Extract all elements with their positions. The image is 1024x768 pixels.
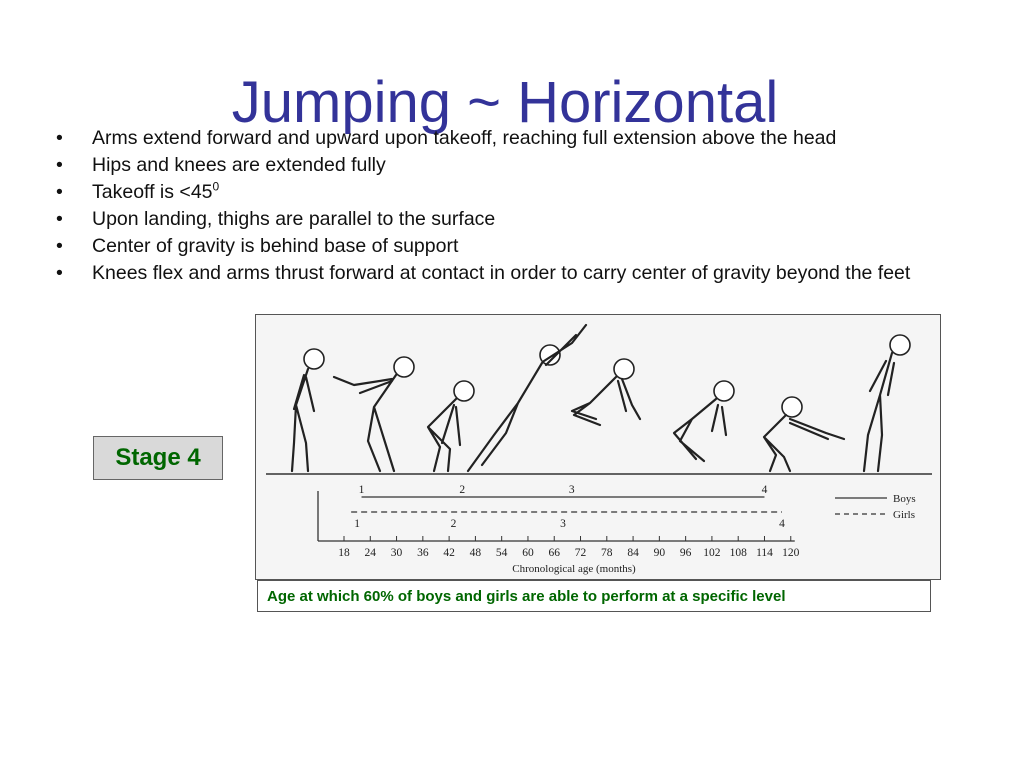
age-tick-label-90: 90 <box>653 547 666 559</box>
jumper-body <box>334 375 396 471</box>
bullet-takeoff: • Takeoff is $<45^0$ <box>54 182 984 203</box>
jumper-body <box>428 399 460 471</box>
jumper-figure-8 <box>864 335 910 471</box>
bullet-arms-extend: • Arms extend forward and upward upon takeoff, reaching full extension above the head <box>54 128 984 149</box>
age-tick-label-114: 114 <box>756 547 773 559</box>
jumper-head <box>782 397 802 417</box>
slide-title: Jumping ~ Horizontal <box>231 69 779 135</box>
age-tick-label-36: 36 <box>417 547 429 559</box>
jumper-figure-5 <box>572 359 640 425</box>
degree-superscript: 0 <box>212 179 220 194</box>
development-chart <box>318 484 800 559</box>
axis-label: Chronological age (months) <box>512 563 636 575</box>
age-tick-label-18: 18 <box>338 547 350 559</box>
age-tick-label-30: 30 <box>390 547 403 559</box>
jumper-head <box>614 359 634 379</box>
boys-stage-4: 4 <box>761 484 768 496</box>
bullet-center-gravity: • Center of gravity is behind base of support <box>54 236 984 257</box>
age-tick-label-24: 24 <box>364 547 377 559</box>
bullet-landing: • Upon landing, thighs are parallel to the surface <box>54 209 984 230</box>
jumper-head <box>454 381 474 401</box>
age-tick-label-48: 48 <box>469 547 482 559</box>
girls-stage-4: 4 <box>779 518 785 530</box>
jumper-figure-7 <box>764 397 844 471</box>
caption-text: Age at which 60% of boys and girls are able to perform at a specific level <box>267 587 786 605</box>
age-tick-label-102: 102 <box>703 547 721 559</box>
age-tick-label-108: 108 <box>729 547 747 559</box>
bullet-knees-flex: • Knees flex and arms thrust forward at contact in order to carry center of gravity beyond the feet <box>54 263 984 284</box>
jumper-head <box>394 357 414 377</box>
stage-label: Stage 4 <box>115 444 201 471</box>
jumper-figure-1 <box>292 349 324 471</box>
jumper-body <box>468 325 586 471</box>
age-tick-label-60: 60 <box>522 547 534 559</box>
age-tick-label-66: 66 <box>548 547 560 559</box>
age-tick-label-72: 72 <box>574 547 587 559</box>
boys-stage-3: 3 <box>568 484 575 496</box>
jumper-body <box>572 377 640 425</box>
legend-girls-label: Girls <box>893 509 915 521</box>
girls-stage-2: 2 <box>450 518 457 530</box>
jumping-sequence-figures <box>292 325 910 471</box>
girls-stage-1: 1 <box>354 518 361 530</box>
age-tick-label-84: 84 <box>627 547 639 559</box>
jumper-head <box>890 335 910 355</box>
jumper-head <box>304 349 324 369</box>
age-tick-label-78: 78 <box>601 547 613 559</box>
age-tick-label-42: 42 <box>443 547 455 559</box>
jumper-head <box>714 381 734 401</box>
jumper-figure-3 <box>428 381 474 471</box>
legend-boys-label: Boys <box>893 493 916 505</box>
stage-label-box <box>93 436 223 480</box>
jumper-figure-6 <box>674 381 734 461</box>
age-tick-label-96: 96 <box>679 547 692 559</box>
jumper-figure-4 <box>468 325 586 471</box>
bullet-hips-knees: • Hips and knees are extended fully <box>54 155 984 176</box>
age-tick-label-120: 120 <box>782 547 800 559</box>
jumper-body <box>674 399 726 461</box>
jumper-body <box>764 415 844 471</box>
girls-stage-3: 3 <box>560 518 566 530</box>
boys-stage-2: 2 <box>459 484 466 496</box>
bullet-list <box>54 128 984 290</box>
caption-box <box>257 580 931 612</box>
jumping-figure <box>255 314 941 580</box>
jumper-body <box>864 353 894 471</box>
age-tick-label-54: 54 <box>495 547 508 559</box>
jumper-body <box>292 369 314 471</box>
jumping-figure-drawing <box>256 315 940 579</box>
boys-stage-1: 1 <box>358 484 365 496</box>
jumper-figure-2 <box>334 357 414 471</box>
legend <box>835 493 916 521</box>
